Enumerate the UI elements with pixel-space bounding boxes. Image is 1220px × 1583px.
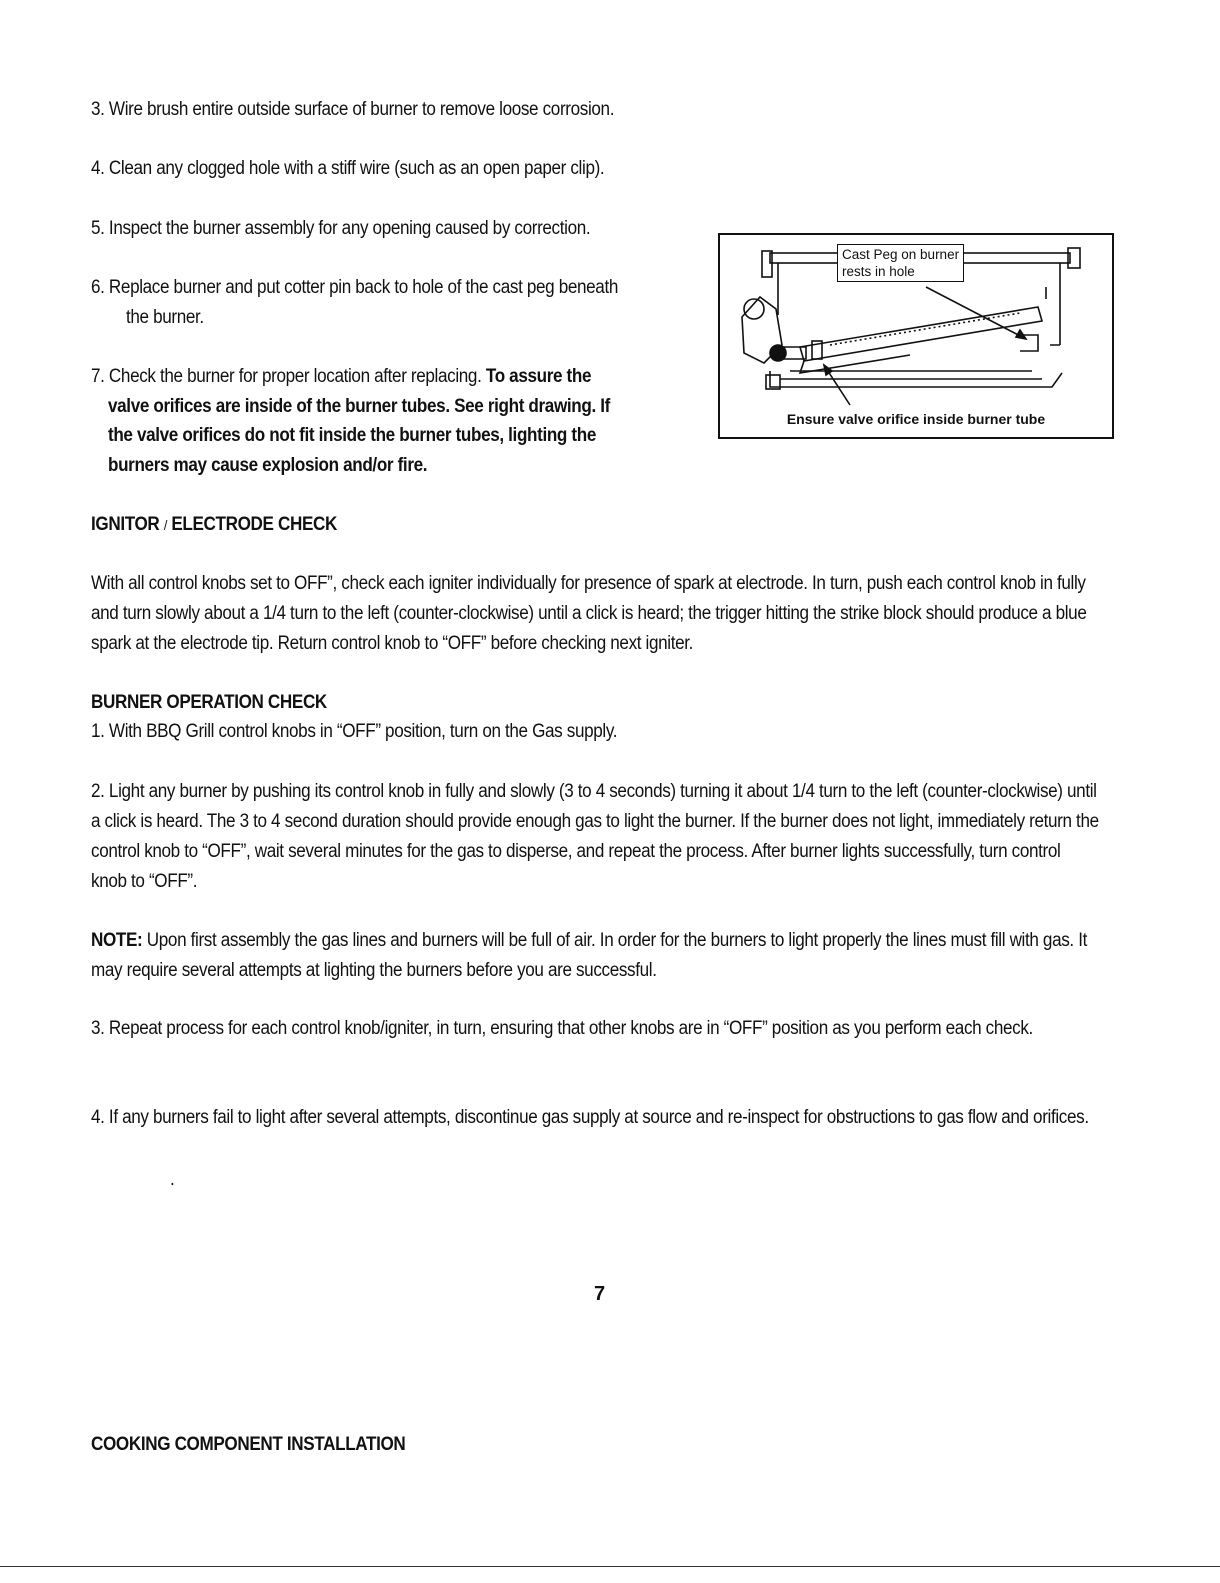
ignitor-body: With all control knobs set to OFF”, check each igniter individually for presence of spark at electrode. In turn, push each control knob in fully and turn slowly about a 1/4 turn to the left (counter-clockwise) until a click is heard; the trigger hitting the strike block should produce a blue spark at the electrode tip. Return control knob to “OFF” before checking next igniter.	[91, 573, 1087, 654]
burner-check-step-4: 4. If any burners fail to light after several attempts, discontinue gas supply at source and re-inspect for obstructions to gas flow and orifices.	[91, 1107, 1089, 1128]
step-7-line-4: burners may cause explosion and/or fire.	[108, 455, 428, 476]
ignitor-heading	[91, 510, 337, 540]
step-7-line-3: the valve orifices do not fit inside the burner tubes, lighting the	[108, 425, 596, 446]
step-6-line-1: 6. Replace burner and put cotter pin back to hole of the cast peg beneath	[91, 277, 619, 298]
next-section-heading: COOKING COMPONENT INSTALLATION	[91, 1434, 406, 1455]
burner-check-heading: BURNER OPERATION CHECK	[91, 692, 327, 713]
page-bottom-rule	[0, 1566, 1220, 1567]
ignitor-heading-a: IGNITOR	[91, 514, 160, 535]
burner-diagram	[718, 233, 1114, 439]
note-paragraph	[91, 926, 1099, 986]
step-6-line-2: the burner.	[126, 307, 204, 328]
step-5: 5. Inspect the burner assembly for any opening caused by correction.	[91, 218, 591, 239]
burner-check-step-2: 2. Light any burner by pushing its control knob in fully and slowly (3 to 4 seconds) turning it about 1/4 turn to the left (counter-clockwise) until a click is heard. The 3 to 4 second duration should provide enough gas to light the burner. If the burner does not light, immediately return the control knob to “OFF”, wait several minutes for the gas to disperse, and repeat the process. After burner lights successfully, turn control knob to “OFF”.	[91, 781, 1099, 892]
burner-check-step-1: 1. With BBQ Grill control knobs in “OFF” position, turn on the Gas supply.	[91, 721, 618, 742]
callout-line-2: rests in hole	[842, 264, 915, 279]
step-3: 3. Wire brush entire outside surface of burner to remove loose corrosion.	[91, 99, 615, 120]
figure-caption: Ensure valve orifice inside burner tube	[786, 411, 1046, 427]
note-label: NOTE:	[91, 930, 143, 951]
stray-mark: .	[170, 1169, 175, 1190]
note-body: Upon first assembly the gas lines and burners will be full of air. In order for the burners to light properly the lines must fill with gas. It may require several attempts at lighting the burners before you are successful.	[91, 930, 1087, 981]
callout-line-1: Cast Peg on burner	[842, 247, 960, 262]
step-7-line-1	[91, 362, 591, 392]
ignitor-heading-b: ELECTRODE CHECK	[171, 514, 337, 535]
step-7-text: 7. Check the burner for proper location after replacing.	[91, 366, 482, 387]
step-7-line-2: valve orifices are inside of the burner tubes. See right drawing. If	[108, 396, 610, 417]
burner-check-step-3: 3. Repeat process for each control knob/igniter, in turn, ensuring that other knobs are in “OFF” position as you perform each check.	[91, 1018, 1033, 1039]
ignitor-heading-separator: /	[163, 517, 167, 533]
page-number: 7	[594, 1283, 606, 1305]
cast-peg-callout	[837, 244, 964, 282]
step-7-warning-start: To assure the	[485, 366, 592, 387]
step-4: 4. Clean any clogged hole with a stiff wire (such as an open paper clip).	[91, 158, 605, 179]
